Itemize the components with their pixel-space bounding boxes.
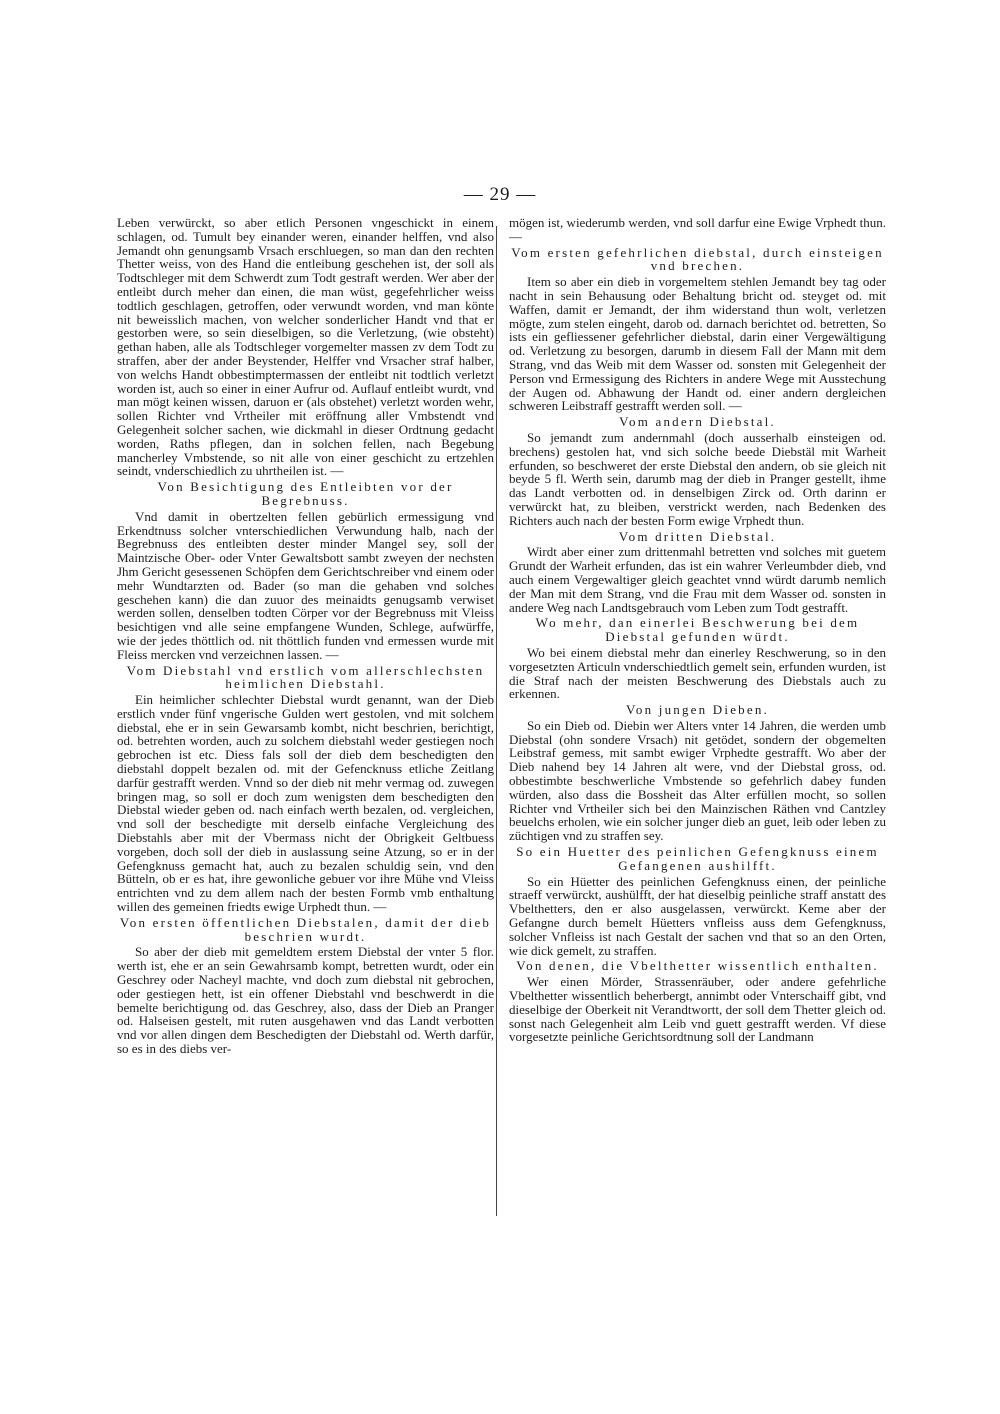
section-heading: Vom dritten Diebstal. xyxy=(618,528,777,544)
paragraph: Wer einen Mörder, Strassenräuber, oder andere gefehrliche Vbelthetter wissentlich beherbergt, annimbt oder Vnterschaiff gibt, vnd dieselbige der Oberkeit nit Verandtwortt, der soll dem Thetter gleich od. sonst nach Gelegenheit alm Leib vnd guett gestrafft werden. Vf diese vorgesetzte peinliche Gerichtsordtnung soll der Landmann xyxy=(509,974,886,1045)
paragraph: So jemandt zum andernmahl (doch ausserhalb einsteigen od. brechens) gestolen hat, vnd sich solche beede Diebstäl mit Warheit erfunden, so beschweret der erste Diebstal den andern, ob sie gleich nit beyde 5 fl. Werth sein, darumb mag der dieb in Pranger gestellt, ihme das Landt verbotten od. in denselbigen Zirck od. Orth darinn er verwürckt hat, zu bleiben, verstrickt werden, nach Bedenken des Richters auch nach der besten Form ewige Vrphedt thun. xyxy=(509,429,886,528)
paragraph: Wirdt aber einer zum drittenmahl betretten vnd solches mit guetem Grundt der Warheit erfunden, das ist ein wahrer Verleumbder dieb, vnd auch einem Vergewaltiger gleich geachtet vnnd würdt darumb nemlich der Man mit dem Strang, vnd die Frau mit dem Wasser od. sonsten in andere Weg nach Landtsgebrauch vom Leben zum Todt gestrafft. xyxy=(509,544,886,615)
paragraph: Ein heimlicher schlechter Diebstal wurdt genannt, wan der Dieb erstlich vnder fünf vngerische Gulden wert gestolen, vnd mit solchem diebstal, ehe er in sein Gewarsamb kombt, nicht beschrien, berichtigt, od. betrehten worden, auch zu solchem diebstahl weder gestiegen noch gebrochen ist etc. Diess fals soll der dieb dem beschedigten den diebstahl doppelt bezalen od. mit der Gefencknuss etliche Zeitlang darfür gestrafft werden. Vnnd so der dieb nit mehr vermag od. zuwegen bringen mag, so soll er doch zum wenigsten dem beschedigten den Diebstal wieder geben od. nach einfach werth bezalen, od. vergleichen, vnd soll der beschedigte mit derselb einfache Vergleichung des Diebstahls aber mit der Vbermass nicht der Obrigkeit Geltbuess vorgeben, doch soll der dieb in auslassung seine Atzung, so er in der Gefengknuss gemacht hat, auch zu bezalen schuldig sein, vnd den Bütteln, ob er es hat, ihre gewonliche gebuer vor ihre Mühe vnd Vleiss entrichten vnd zu dem allem nach der besten Formb vmb enthaltung willen des gemeinen friedts ewige Urphedt thun. — xyxy=(117,692,494,915)
paragraph: Leben verwürckt, so aber etlich Personen vngeschickt in einem schlagen, od. Tumult bey einander weren, einander helffen, vnd also Jemandt ohn genungsamb Vrsach erschluegen, so man dan den rechten Thetter weiss, von des Hand die entleibung geschehen ist, der soll als Todtschleger mit dem Schwerdt zum Todt gestraft werden. Wer aber der entleibt durch meher dan einen, die man wüst, gegefehrlicher weiss todtlich geschlagen, getroffen, oder verwundt worden, vnd man könte nit beweisslich machen, von welcher sonderlicher Handt vnd that er gestorben were, so sein dieselbigen, so die Verletzung, (wie obsteht) gethan haben, alle als Todtschleger vorgemelter massen zv dem Todt zu straffen, aber der ander Beystender, Helffer vnd Vrsacher straf halber, von welchs Handt obbestimptermassen der entleibt nit todtlich verletzt worden ist, auch so einer in einer Aufrur od. Auflauf entleibt wurdt, vnd man mögt keinen wissen, daruon er (als obstehet) verletzt worden wehr, sollen Richter vnd Vrtheiler mit eröffnung aller Vmbstendt vnd Gelegenheit solcher sachen, wie dickmahl in dieser Ordtnung gedacht worden, Raths pflegen, dan in solchen fellen, nach Begebung mancherley Vmbstende, so nit alle von einer geschicht zu ertzehlen seindt, vnderschiedlich zu uhrtheilen ist. — xyxy=(117,215,494,479)
paragraph: Item so aber ein dieb in vorgemeltem stehlen Jemandt bey tag oder nacht in sein Behausung oder Behaltung bricht od. steyget od. mit Waffen, damit er Jemandt, der ihm widerstand thun wolt, verletzen mögte, zum stelen eingeht, darob od. darnach berichtet od. betretten, So ists ein gefliessener gefehrlicher diebstal, darin einer Vergewältigung od. Verletzung zu besorgen, darumb in diesem Fall der Mann mit dem Strang, vnd das Weib mit dem Wasser od. sonsten mit Gelegenheit der Person vnd Ermessigung des Richters in andere Wege mit Ausstechung der Augen od. Abhawung der Handt od. einer andern dergleichen schweren Leibstraff gestrafft werden soll. — xyxy=(509,274,886,414)
section-heading: So ein Huetter des peinlichen Gefengknuss einem Gefangenen aushilfft. xyxy=(516,844,879,873)
section-heading: Vom ersten gefehrlichen diebstal, durch einsteigen vnd brechen. xyxy=(511,244,884,274)
paragraph: So aber der dieb mit gemeldtem erstem Diebstal der vnter 5 flor. werth ist, ehe er an sein Gewahrsamb kompt, betretten wurdt, oder ein Geschrey oder Nacheyl machte, vnd doch zum diebstal nit gebrochen, oder gestiegen hett, ist ein offener Diebstahl vnd beschwerdt in die bemelte berichtigung od. das Geschrey, also, dass der Dieb an Pranger od. Halseisen gestelt, mit ruten ausgehawen vnd das Landt verbotten vnd vor allen dingen dem Beschedigten der Diebstahl od. Werth darfür, so es in des diebs ver- xyxy=(117,944,494,1057)
section-heading: Vom Diebstahl vnd erstlich vom allerschlechsten heimlichen Diebstahl. xyxy=(126,662,485,692)
section-heading: Wo mehr, dan einerlei Beschwerung bei dem Diebstal gefunden würdt. xyxy=(535,615,860,645)
page-number: — 29 — xyxy=(463,184,537,205)
column-divider xyxy=(496,226,497,1216)
paragraph: Vnd damit in obertzelten fellen gebürlich ermessigung vnd Erkendtnuss solcher vnterschiedlichen Verwundung halb, nach der Begrebnuss des entleibten dester minder Mangel sey, soll der Maintzische Ober- oder Vnter Gewaltsbott sambt zweyen der nechsten Jhm Gericht gesessenen Schöpfen dem Gerichtschreiber vnd einem oder mehr Wundtarzten od. Bader (so man die gehaben vnd solches geschehen kann) die dan zuuor des meinaidts genugsamb verwiset werden sollen, denselben todten Cörper vor der Begrebnuss mit Vleiss besichtigen vnd alle seine empfangene Wunden, Schlege, aufwürffe, wie der jedes thöttlich od. nit thöttlich funden vnd ermessen wurde mit Fleiss mercken vnd verzeichnen lassen. — xyxy=(117,508,494,662)
section-heading: Vom andern Diebstal. xyxy=(619,414,776,430)
paragraph: So ein Hüetter des peinlichen Gefengknuss einen, der peinliche straeff verwürckt, aushülfft, der hat dieselbig peinliche straff anstatt des Vbelthetters, den er also ausgelassen, verwürckt. Keme aber der Gefangne durch bemelt Hüetters vnfleiss auss dem Gefengknuss, solcher Vnfleiss ist nach Gestalt der sachen vnd that so an den Orten, wie dick gemelt, zu straffen. xyxy=(509,873,886,958)
section-heading: Von jungen Dieben. xyxy=(626,702,769,718)
section-heading: Von denen, die Vbelthetter wissentlich enthalten. xyxy=(516,958,879,974)
left-column xyxy=(117,216,494,1056)
paragraph: Wo bei einem diebstal mehr dan einerley Reschwerung, so in den vorgesetzten Articuln vnderschiedtlich gemelt sein, erfunden wurden, ist die Straf nach der meisten Beschwerung des Diebstals auch zu erkennen. xyxy=(509,644,887,702)
section-heading: Von Besichtigung des Entleibten vor der Begrebnuss. xyxy=(157,479,454,508)
paragraph: So ein Dieb od. Diebin wer Alters vnter 14 Jahren, die werden umb Diebstal (ohn sondere Vrsach) nit getödet, sondern der obgemelten Leibstraf gemess, mit sambt ewiger Vrphedte gestrafft. Wo aber der Dieb nahend bey 14 Jahren alt were, vnd der Diebstal gross, od. obbestimbte beschwerliche Vmbstende so gefehrlich dabey funden würden, also dass die Bossheit das Alter erfüllen mocht, so sollen Richter vnd Vrtheiler sich bei den Mainzischen Räthen vnd Cantzley beuelchs erholen, wie ein solcher junger dieb an guet, leib oder leben zu züchtigen vnd zu straffen sey. xyxy=(509,717,886,844)
section-heading: Von ersten öffentlichen Diebstalen, damit der dieb beschrien wurdt. xyxy=(119,914,492,944)
right-column xyxy=(509,216,886,1044)
paragraph: mögen ist, wiederumb werden, vnd soll darfur eine Ewige Vrphedt thun. — xyxy=(509,215,886,244)
